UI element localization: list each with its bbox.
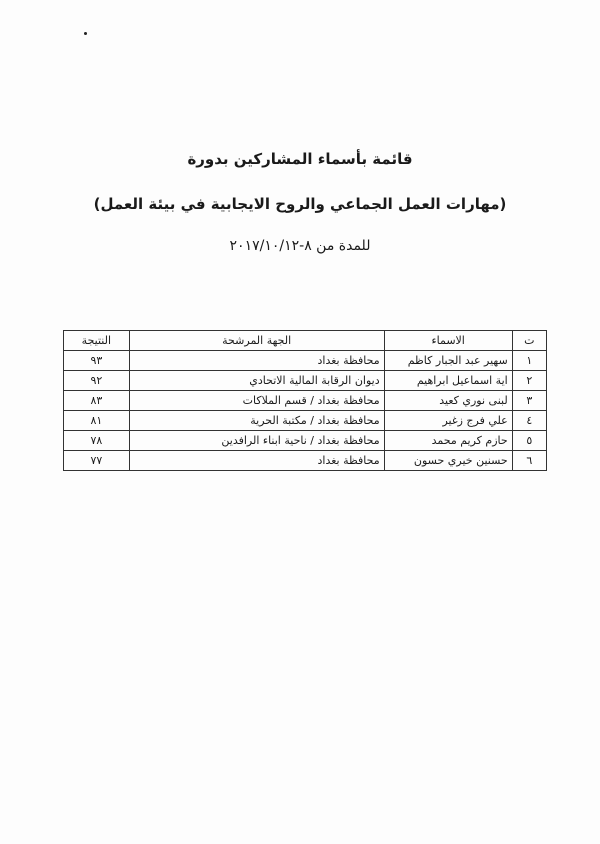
row-org: ديوان الرقابة المالية الاتحادي: [129, 371, 384, 391]
row-name: اية اسماعيل ابراهيم: [384, 371, 512, 391]
row-org: محافظة بغداد: [129, 351, 384, 371]
table-row: [64, 391, 547, 411]
row-number: ٤: [512, 411, 546, 431]
row-number: ٢: [512, 371, 546, 391]
row-number: ٥: [512, 431, 546, 451]
header-result: النتيجة: [64, 331, 130, 351]
row-number: ١: [512, 351, 546, 371]
table-row: [64, 411, 547, 431]
row-number: ٣: [512, 391, 546, 411]
header-number: ت: [512, 331, 546, 351]
row-result: ٧٧: [64, 451, 130, 471]
row-result: ٧٨: [64, 431, 130, 451]
document-title: قائمة بأسماء المشاركين بدورة: [187, 150, 413, 168]
row-name: حازم كريم محمد: [384, 431, 512, 451]
table-row: [64, 451, 547, 471]
row-name: حسنين خيري حسون: [384, 451, 512, 471]
participants-table: [63, 330, 547, 471]
header-nominating-body: الجهة المرشحة: [129, 331, 384, 351]
row-org: محافظة بغداد / مكتبة الحرية: [129, 411, 384, 431]
table-row: [64, 351, 547, 371]
row-result: ٨١: [64, 411, 130, 431]
course-period: للمدة من ٨-٢٠١٧/١٠/١٢: [229, 238, 371, 254]
row-number: ٦: [512, 451, 546, 471]
header-names: الاسماء: [384, 331, 512, 351]
scan-speck: [84, 32, 87, 35]
table-row: [64, 431, 547, 451]
row-name: علي فرج زغير: [384, 411, 512, 431]
row-name: سهير عبد الجبار كاظم: [384, 351, 512, 371]
row-result: ٩٢: [64, 371, 130, 391]
row-org: محافظة بغداد / قسم الملاكات: [129, 391, 384, 411]
row-org: محافظة بغداد: [129, 451, 384, 471]
row-org: محافظة بغداد / ناحية ابناء الرافدين: [129, 431, 384, 451]
row-result: ٨٣: [64, 391, 130, 411]
row-result: ٩٣: [64, 351, 130, 371]
table-row: [64, 371, 547, 391]
course-name: (مهارات العمل الجماعي والروح الايجابية في بيئة العمل): [93, 195, 507, 213]
row-name: لبنى نوري كعيد: [384, 391, 512, 411]
table-header-row: [64, 331, 547, 351]
